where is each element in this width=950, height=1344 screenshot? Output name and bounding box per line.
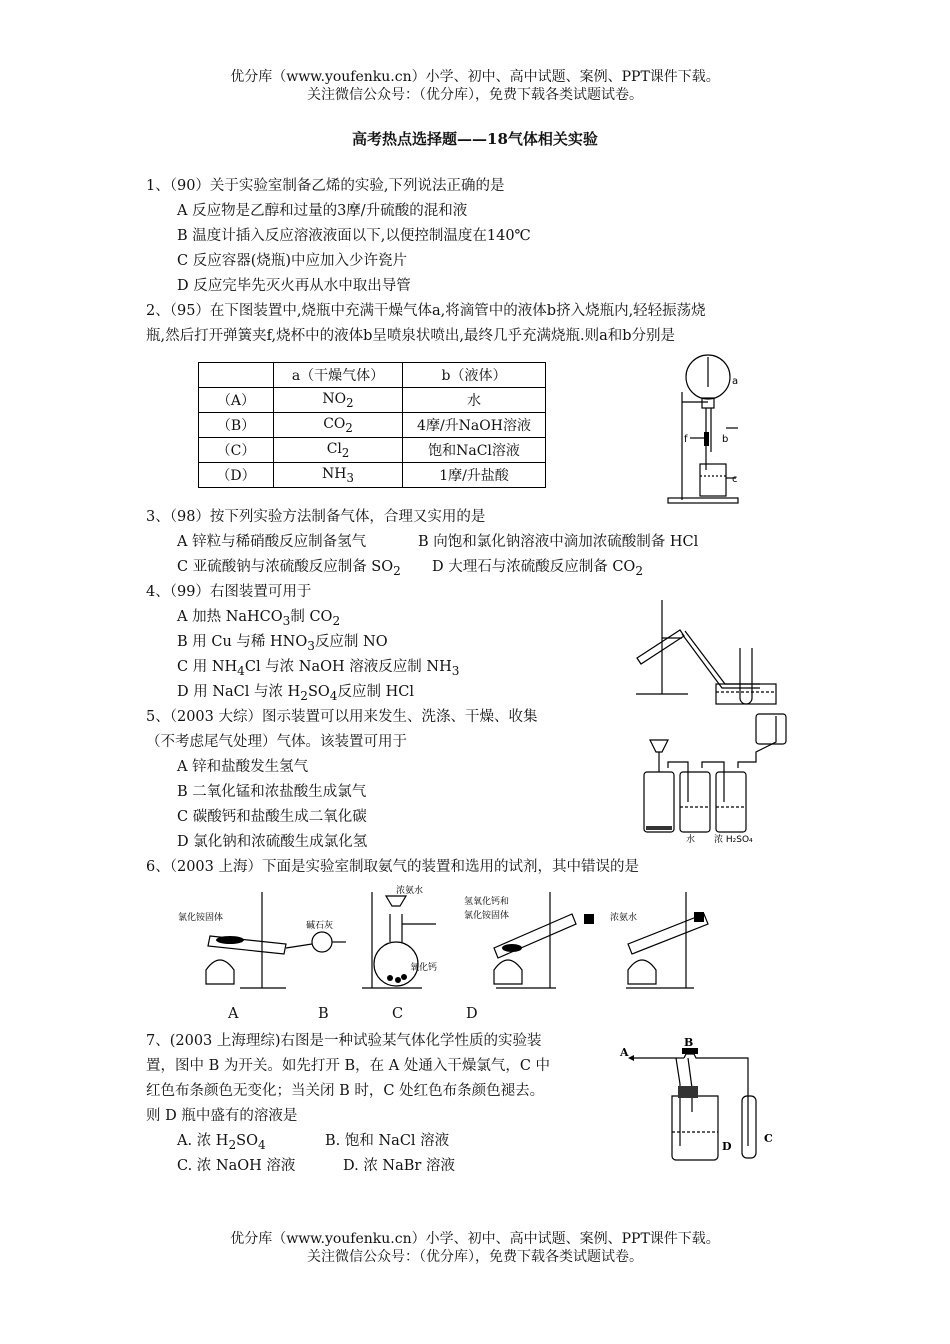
- table-cell-gas: $NH_3$: [274, 463, 403, 488]
- q7-stem-4: 则 D 瓶中盛有的溶液是: [146, 1108, 298, 1124]
- q3-option-c: C 亚硫酸钠与浓硫酸反应制备 $SO_2$: [177, 559, 401, 578]
- table-header-cell: b（液体）: [403, 363, 546, 388]
- q4-apparatus-figure: [632, 598, 782, 708]
- q6-fig-b-label-2: 氧化钙: [410, 963, 438, 973]
- q7-stem-1: 7、(2003 上海理综)右图是一种试验某气体化学性质的实验装: [146, 1033, 542, 1049]
- q2-fig-label-f: f: [684, 434, 688, 445]
- table-cell-liquid: 4摩/升NaOH溶液: [403, 413, 546, 438]
- table-cell-liquid: 水: [403, 388, 546, 413]
- q7-option-c: C. 浓 NaOH 溶液: [177, 1158, 296, 1174]
- q4-option-d: D 用 NaCl 与浓 $H_2SO_4$反应制 HCl: [177, 684, 414, 703]
- table-row: [199, 413, 546, 438]
- table-row: [199, 388, 546, 413]
- q7-option-d: D. 浓 NaBr 溶液: [343, 1158, 455, 1174]
- q3-option-b: B 向饱和氯化钠溶液中滴加浓硫酸制备 HCl: [418, 534, 699, 550]
- q1-stem: 1、（90）关于实验室制备乙烯的实验,下列说法正确的是: [146, 178, 505, 194]
- q3-option-a: A 锌粒与稀硝酸反应制备氢气: [177, 534, 367, 550]
- q2-stem-1: 2、（95）在下图装置中,烧瓶中充满干燥气体a,将滴管中的液体b挤入烧瓶内,轻轻振荡烧: [146, 303, 706, 319]
- table-cell-gas: $CO_2$: [274, 413, 403, 438]
- table-cell-gas: $Cl_2$: [274, 438, 403, 463]
- q4-stem: 4、（99）右图装置可用于: [146, 584, 312, 600]
- table-cell-liquid: 饱和NaCl溶液: [403, 438, 546, 463]
- table-cell-option: （C）: [199, 438, 274, 463]
- q7-stem-3: 红色布条颜色无变化；当关闭 B 时，C 处红色布条颜色褪去。: [146, 1083, 545, 1099]
- table-row: [199, 463, 546, 488]
- q5-fig-label-water: 水: [686, 835, 696, 845]
- q6-fig-a-label-1: 氯化铵固体: [178, 913, 224, 923]
- q7-fig-label-d: D: [722, 1140, 732, 1153]
- header-line-2: 关注微信公众号：（优分库），免费下载各类试题试卷。: [307, 87, 643, 103]
- q6-apparatus-figures: [176, 884, 716, 1004]
- q4-option-c: C 用 $NH_4Cl$ 与浓 NaOH 溶液反应制 $NH_3$: [177, 659, 460, 678]
- table-header-cell: [199, 363, 274, 388]
- q5-option-d: D 氯化钠和浓硫酸生成氯化氢: [177, 834, 368, 850]
- q7-option-a: A. 浓 $H_2SO_4$: [177, 1133, 266, 1152]
- q3-stem: 3、（98）按下列实验方法制备气体，合理又实用的是: [146, 509, 486, 525]
- q6-fig-b-label-1: 浓氨水: [396, 886, 424, 896]
- q6-letter-b: B: [318, 1006, 329, 1022]
- q2-fig-label-c: c: [732, 474, 738, 485]
- q1-option-d: D 反应完毕先灭火再从水中取出导管: [177, 278, 411, 294]
- q6-fig-a-label-2: 碱石灰: [306, 921, 334, 931]
- q7-apparatus-figure: [618, 1036, 783, 1168]
- footer-line-1: 优分库（www.youfenku.cn）小学、初中、高中试题、案例、PPT课件下载。: [230, 1231, 720, 1247]
- table-row: [199, 438, 546, 463]
- q5-option-c: C 碳酸钙和盐酸生成二氧化碳: [177, 809, 367, 825]
- q2-fig-label-b: b: [722, 434, 729, 445]
- q4-option-a: A 加热 NaHCO$_3$制 $CO_2$: [177, 609, 341, 628]
- q7-stem-2: 置，图中 B 为开关。如先打开 B，在 A 处通入干燥氯气，C 中: [146, 1058, 551, 1074]
- q3-option-d: D 大理石与浓硫酸反应制备 $CO_2$: [432, 559, 644, 578]
- table-cell-liquid: 1摩/升盐酸: [403, 463, 546, 488]
- page-title: 高考热点选择题——18气体相关实验: [352, 130, 598, 148]
- q7-option-b: B. 饱和 NaCl 溶液: [325, 1133, 450, 1149]
- q5-option-b: B 二氧化锰和浓盐酸生成氯气: [177, 784, 367, 800]
- table-cell-option: （A）: [199, 388, 274, 413]
- q6-fig-c-label-1: 氢氧化钙和: [464, 897, 510, 907]
- q1-option-b: B 温度计插入反应溶液液面以下,以便控制温度在140℃: [177, 228, 531, 244]
- q7-fig-label-c: C: [764, 1132, 773, 1145]
- q5-apparatus-figure: [640, 712, 788, 847]
- table-cell-gas: $NO_2$: [274, 388, 403, 413]
- q2-fig-label-a: a: [732, 376, 739, 387]
- q1-option-a: A 反应物是乙醇和过量的3摩/升硫酸的混和液: [177, 203, 468, 219]
- q5-fig-label-acid: 浓 H₂SO₄: [714, 835, 753, 845]
- table-cell-option: （B）: [199, 413, 274, 438]
- q6-fig-d-label: 浓氨水: [610, 913, 638, 923]
- q6-fig-c-label-2: 氯化铵固体: [464, 911, 510, 921]
- table-cell-option: （D）: [199, 463, 274, 488]
- footer-line-2: 关注微信公众号：（优分库），免费下载各类试题试卷。: [307, 1249, 643, 1265]
- q6-letter-a: A: [228, 1006, 239, 1022]
- q2-answer-table: [198, 362, 546, 488]
- q5-stem-2: （不考虑尾气处理）气体。该装置可用于: [146, 734, 407, 750]
- header-line-1: 优分库（www.youfenku.cn）小学、初中、高中试题、案例、PPT课件下载。: [230, 69, 720, 85]
- q6-letter-c: C: [392, 1006, 404, 1022]
- q6-stem: 6、（2003 上海）下面是实验室制取氨气的装置和选用的试剂，其中错误的是: [146, 859, 639, 875]
- q2-fountain-apparatus-figure: [660, 352, 750, 507]
- q4-option-b: B 用 Cu 与稀 $HNO_3$反应制 NO: [177, 634, 388, 653]
- table-header-row: [199, 363, 546, 388]
- q1-option-c: C 反应容器(烧瓶)中应加入少许瓷片: [177, 253, 408, 269]
- q7-fig-label-a: A: [620, 1046, 629, 1059]
- q5-stem-1: 5、（2003 大综）图示装置可以用来发生、洗涤、干燥、收集: [146, 709, 538, 725]
- q2-stem-2: 瓶,然后打开弹簧夹f,烧杯中的液体b呈喷泉状喷出,最终几乎充满烧瓶.则a和b分别是: [146, 328, 675, 344]
- table-header-cell: a（干燥气体）: [274, 363, 403, 388]
- q5-option-a: A 锌和盐酸发生氢气: [177, 759, 309, 775]
- q7-fig-label-b: B: [684, 1036, 694, 1049]
- q6-letter-d: D: [466, 1006, 478, 1022]
